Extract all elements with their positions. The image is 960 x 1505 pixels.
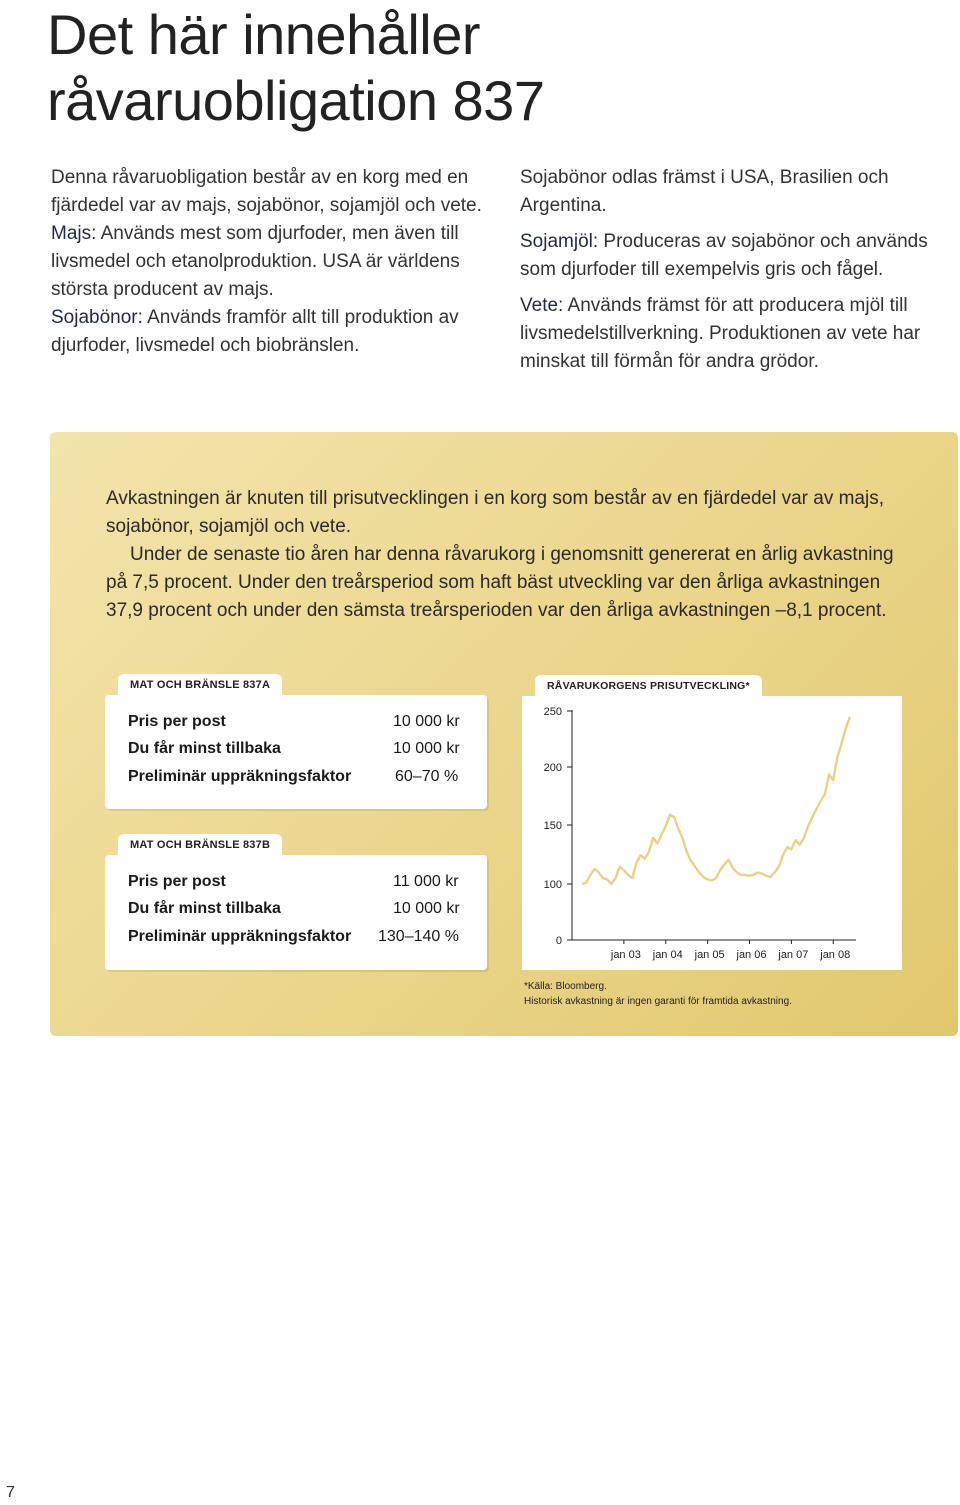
x-tick-label: jan 06	[736, 949, 767, 961]
card-b-row-label: Du får minst tillbaka	[128, 900, 281, 917]
card-b-row-label: Preliminär uppräkningsfaktor	[128, 928, 352, 945]
x-tick-label: jan 03	[610, 949, 641, 961]
panel-intro-p2: Under de senaste tio åren har denna råvarukorg i genomsnitt genererat en årlig avkastning på 7,5 procent. Under den treårsperiod som haft bäst utveckling var den årliga avkastningen 37,9 procent och under den sämsta treårsperioden var den årliga avkastningen –8,1 procent.	[106, 544, 894, 621]
y-tick-label: 0	[555, 935, 562, 947]
y-tick-label: 200	[543, 762, 562, 774]
footnote-disclaimer: Historisk avkastning är ingen garanti för framtida avkastning.	[524, 996, 792, 1007]
chart-title: RÅVARUKORGENS PRISUTVECKLING*	[535, 675, 762, 697]
majs-label: Majs:	[51, 223, 97, 244]
card-a-row-value: 10 000 kr	[393, 713, 460, 730]
soja-paragraph	[51, 304, 491, 360]
x-tick-label: jan 04	[652, 949, 683, 961]
card-a-row-label: Pris per post	[128, 713, 226, 730]
vete-label: Vete:	[520, 295, 564, 316]
title-line-2: råvaruobligation 837	[47, 69, 545, 132]
soja-text: Används framför allt till produktion av djurfoder, livsmedel och biobränslen.	[51, 307, 459, 356]
card-a	[105, 695, 487, 809]
card-b-row-value: 10 000 kr	[393, 900, 460, 917]
sojamjol-text: Produceras av sojabönor och används som djurfoder till exempelvis gris och fågel.	[520, 231, 928, 280]
y-tick-label: 250	[543, 706, 562, 718]
page-title	[47, 2, 927, 134]
right-text-column	[520, 164, 950, 376]
card-a-tag: MAT OCH BRÄNSLE 837A	[118, 674, 282, 696]
y-tick-label: 100	[543, 879, 562, 891]
soja-origin-paragraph: Sojabönor odlas främst i USA, Brasilien och Argentina.	[520, 167, 889, 216]
panel-intro	[106, 485, 906, 625]
card-a-row-label: Du får minst tillbaka	[128, 740, 281, 757]
sojamjol-label: Sojamjöl:	[520, 231, 599, 252]
card-b-row-value: 130–140 %	[378, 928, 459, 945]
majs-paragraph	[51, 220, 491, 304]
page-number: 7	[6, 1484, 15, 1501]
card-b-tag: MAT OCH BRÄNSLE 837B	[118, 834, 282, 856]
card-a-row-value: 10 000 kr	[393, 740, 460, 757]
price-chart	[522, 696, 902, 970]
card-a-row-label: Preliminär uppräkningsfaktor	[128, 768, 352, 785]
y-tick-label: 150	[543, 820, 562, 832]
vete-paragraph	[520, 292, 950, 376]
x-tick-label: jan 05	[694, 949, 725, 961]
x-tick-label: jan 07	[778, 949, 809, 961]
footnote-source: *Källa: Bloomberg.	[524, 981, 607, 992]
vete-text: Används främst för att producera mjöl till livsmedelstillverkning. Produktionen av vete har minskat till förmån för andra grödor.	[520, 295, 921, 372]
card-b-row-value: 11 000 kr	[393, 873, 459, 890]
card-b-row-label: Pris per post	[128, 873, 226, 890]
card-a-row-value: 60–70 %	[395, 768, 459, 785]
majs-text: Används mest som djurfoder, men även till livsmedel och etanolproduktion. USA är världens största producent av majs.	[51, 223, 460, 300]
x-tick-label: jan 08	[820, 949, 851, 961]
card-b	[105, 855, 487, 970]
left-text-column	[51, 164, 491, 360]
panel-intro-p1: Avkastningen är knuten till prisutvecklingen i en korg som består av en fjärdedel var av majs, sojabönor, sojamjöl och vete.	[106, 488, 884, 537]
soja-label: Sojabönor:	[51, 307, 143, 328]
title-line-1: Det här innehåller	[47, 3, 481, 66]
series-line	[582, 717, 850, 884]
sojamjol-paragraph	[520, 228, 950, 284]
intro-paragraph: Denna råvaruobligation består av en korg med en fjärdedel var av majs, sojabönor, sojamjöl och vete.	[51, 167, 482, 216]
